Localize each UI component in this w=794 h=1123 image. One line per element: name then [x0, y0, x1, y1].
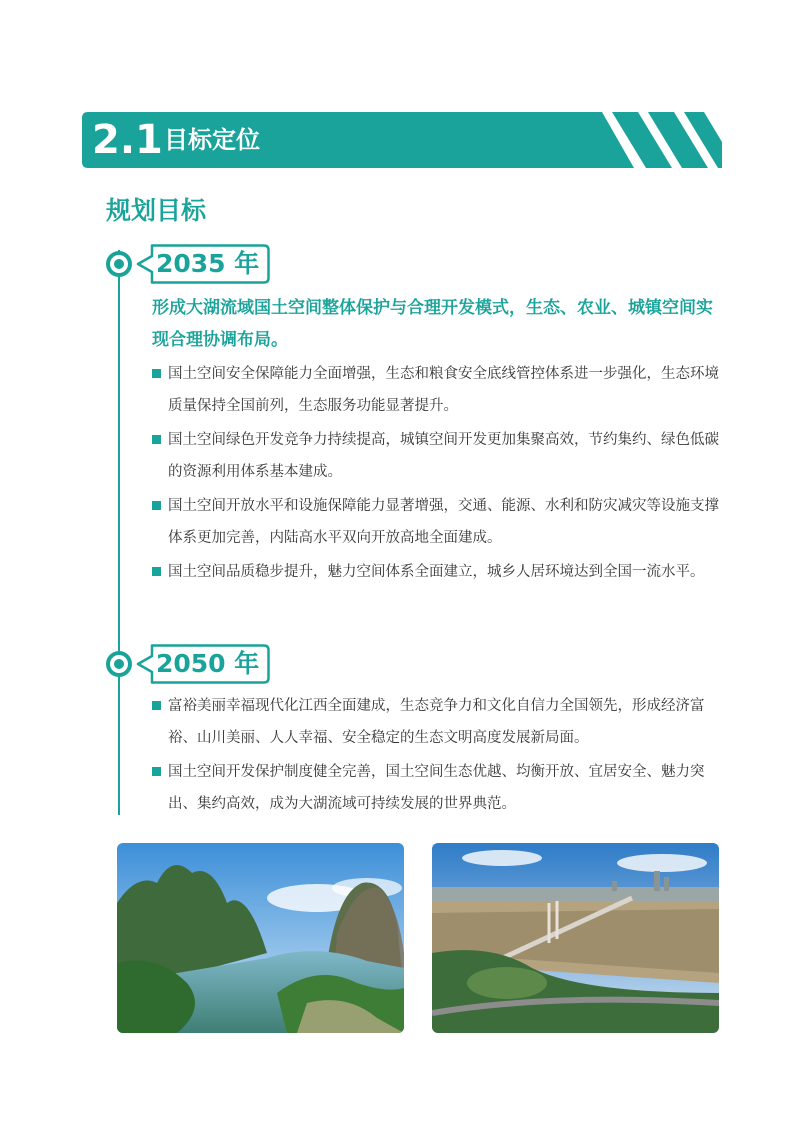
- list-item: 国土空间安全保障能力全面增强，生态和粮食安全底线管控体系进一步强化，生态环境质量保持全国前列，生态服务功能显著提升。: [152, 358, 724, 422]
- mountain-river-photo: [117, 843, 404, 1033]
- timeline-line: [118, 250, 120, 815]
- section-number: 2.1: [92, 117, 163, 163]
- timeline-dot-2050: [106, 651, 132, 677]
- lead-text-2035: 形成大湖流域国土空间整体保护与合理开发模式，生态、农业、城镇空间实现合理协调布局。: [152, 298, 713, 350]
- list-item: 国土空间绿色开发竞争力持续提高，城镇空间开发更加集聚高效，节约集约、绿色低碳的资源利用体系基本建成。: [152, 424, 724, 488]
- timeline-dot-2035: [106, 251, 132, 277]
- year-tag-2050: [136, 644, 270, 684]
- bullet-list-2035: [152, 358, 724, 590]
- list-item: 富裕美丽幸福现代化江西全面建成，生态竞争力和文化自信力全国领先，形成经济富裕、山川美丽、人人幸福、安全稳定的生态文明高度发展新局面。: [152, 690, 724, 754]
- year-label: 2050 年: [156, 649, 260, 678]
- bullet-square-icon: [152, 501, 161, 510]
- section-title: 目标定位: [164, 126, 260, 154]
- bullet-square-icon: [152, 369, 161, 378]
- bullet-square-icon: [152, 767, 161, 776]
- page-subtitle: 规划目标: [106, 196, 207, 225]
- bullet-square-icon: [152, 567, 161, 576]
- list-item: 国土空间品质稳步提升，魅力空间体系全面建立，城乡人居环境达到全国一流水平。: [152, 556, 724, 588]
- bullet-list-2050: [152, 690, 724, 822]
- year-tag-2035: [136, 244, 270, 284]
- city-bridge-photo: [432, 843, 719, 1033]
- section-banner: [82, 112, 722, 168]
- year-label: 2035 年: [156, 249, 260, 278]
- bullet-square-icon: [152, 701, 161, 710]
- list-item: 国土空间开放水平和设施保障能力显著增强，交通、能源、水利和防灾减灾等设施支撑体系更加完善，内陆高水平双向开放高地全面建成。: [152, 490, 724, 554]
- bullet-square-icon: [152, 435, 161, 444]
- list-item: 国土空间开发保护制度健全完善，国土空间生态优越、均衡开放、宜居安全、魅力突出、集约高效，成为大湖流域可持续发展的世界典范。: [152, 756, 724, 820]
